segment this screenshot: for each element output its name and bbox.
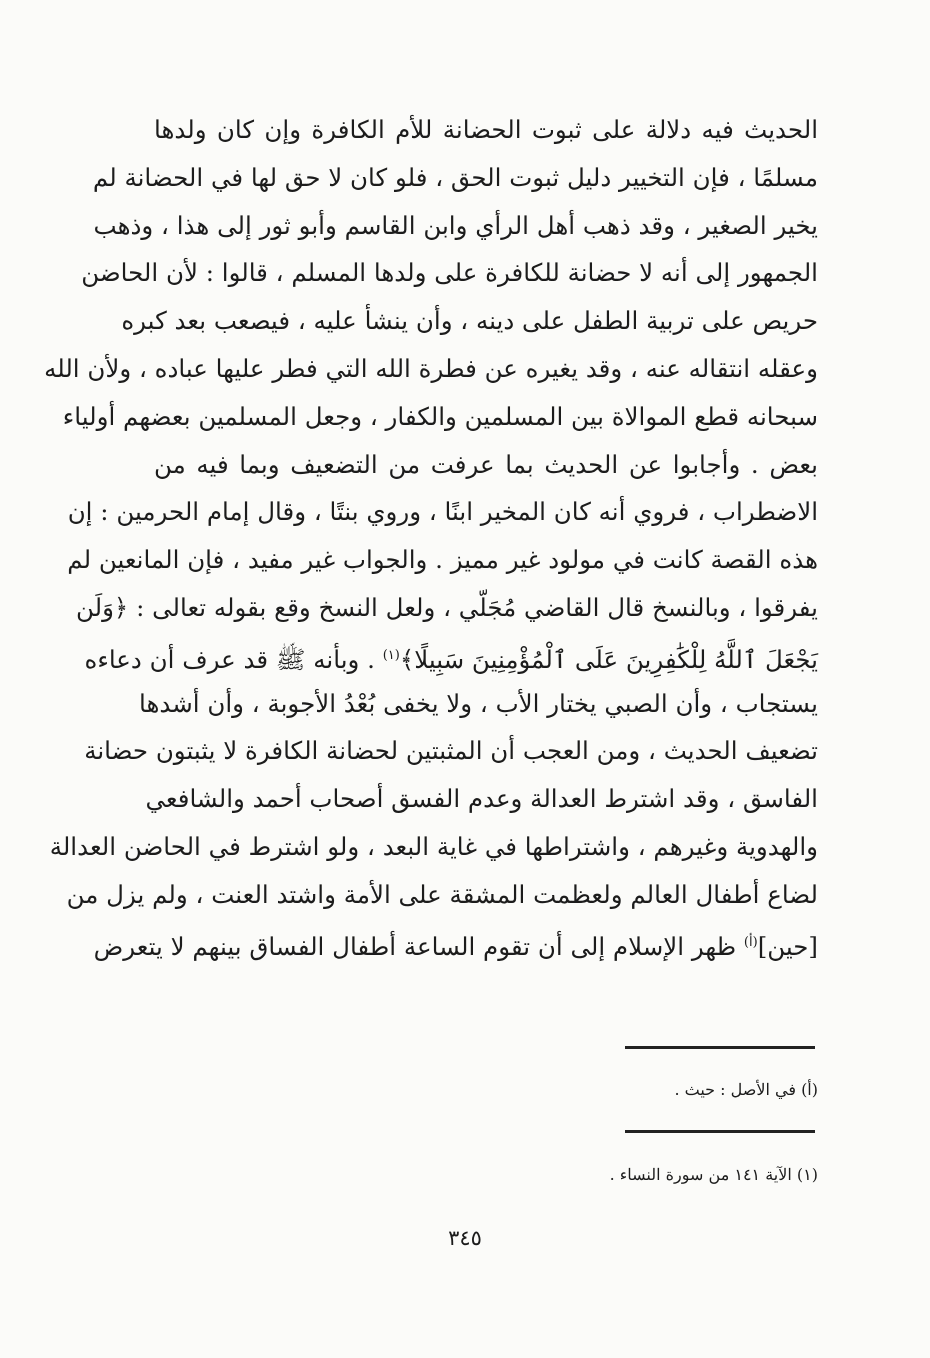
body-line-text: الجمهور إلى أنه لا حضانة للكافرة على ولدها المسلم ، قالوا : لأن الحاضن <box>81 258 818 288</box>
body-line <box>81 249 818 297</box>
footnote-quran-reference: (١) الآية ١٤١ من سورة النساء . <box>609 1165 818 1184</box>
body-line <box>49 823 818 871</box>
footnote-editorial: (أ) في الأصل : حيث . <box>674 1080 818 1099</box>
body-text <box>44 106 818 966</box>
body-line-text: الاضطراب ، فروي أنه كان المخير ابنًا ، وروي بنتًا ، وقال إمام الحرمين : إن <box>67 497 818 527</box>
body-line <box>145 775 818 823</box>
body-line <box>75 584 818 632</box>
body-line-text: يستجاب ، وأن الصبي يختار الأب ، ولا يخفى بُعْدُ الأجوبة ، وأن أشدها <box>138 688 818 718</box>
body-line-text: [حين] <box>757 931 818 961</box>
body-line-text: لضاع أطفال العالم ولعظمت المشقة على الأمة واشتد العنت ، ولم يزل من <box>66 879 818 909</box>
body-line <box>154 441 818 489</box>
body-line <box>138 680 818 728</box>
body-line <box>67 488 818 536</box>
body-line-text-continued: . وبأنه ﷺ قد عرف أن دعاءه <box>84 644 383 674</box>
body-line <box>93 919 818 967</box>
body-line-text-continued: ظهر الإسلام إلى أن تقوم الساعة أطفال الفساق بينهم لا يتعرض <box>93 931 744 961</box>
footnote-separator-top <box>625 1046 815 1049</box>
body-line <box>121 297 818 345</box>
body-line-text: الفاسق ، وقد اشترط العدالة وعدم الفسق أصحاب أحمد والشافعي <box>145 784 818 814</box>
body-line-text: هذه القصة كانت في مولود غير مميز . والجواب غير مفيد ، فإن المانعين لم <box>67 545 818 575</box>
body-line-text: الحديث فيه دلالة على ثبوت الحضانة للأم الكافرة وإن كان ولدها <box>154 115 818 144</box>
body-line <box>154 106 818 154</box>
body-line-text: وعقله انتقاله عنه ، وقد يغيره عن فطرة الله التي فطر عليها عباده ، ولأن الله <box>44 353 818 383</box>
body-line <box>84 727 818 775</box>
body-line <box>67 536 818 584</box>
body-line-text: يخير الصغير ، وقد ذهب أهل الرأي وابن القاسم وأبو ثور إلى هذا ، وذهب <box>93 210 818 240</box>
body-line <box>93 202 818 250</box>
footnote-marker: (١) <box>382 647 400 663</box>
footnote-marker: (أ) <box>743 934 758 950</box>
footnote-separator-bottom <box>625 1130 815 1133</box>
body-line-text: تضعيف الحديث ، ومن العجب أن المثبتين لحضانة الكافرة لا يثبتون حضانة <box>84 736 818 766</box>
body-line-text: يفرقوا ، وبالنسخ قال القاضي مُجَلّي ، ولعل النسخ وقع بقوله تعالى : ﴿وَلَن <box>75 592 818 622</box>
body-line <box>66 871 818 919</box>
body-line-text: يَجْعَلَ ٱللَّهُ لِلْكَٰفِرِينَ عَلَى ٱلْمُؤْمِنِينَ سَبِيلًا﴾ <box>399 644 818 674</box>
body-line-text: والهدوية وغيرهم ، واشتراطها في غاية البعد ، ولو اشترط في الحاضن العدالة <box>49 831 818 861</box>
body-line-text: بعض . وأجابوا عن الحديث بما عرفت من التضعيف وبما فيه من <box>154 449 818 479</box>
body-line <box>44 345 818 393</box>
body-line <box>62 393 818 441</box>
body-line <box>84 632 818 680</box>
body-line-text: سبحانه قطع الموالاة بين المسلمين والكفار ، وجعل المسلمين بعضهم أولياء <box>62 401 818 431</box>
body-line-text: مسلمًا ، فإن التخيير دليل ثبوت الحق ، فلو كان لا حق لها في الحضانة لم <box>92 162 818 192</box>
body-line-text: حريص على تربية الطفل على دينه ، وأن ينشأ عليه ، فيصعب بعد كبره <box>121 306 818 336</box>
page-number: ٣٤٥ <box>448 1226 482 1250</box>
body-line <box>92 154 818 202</box>
